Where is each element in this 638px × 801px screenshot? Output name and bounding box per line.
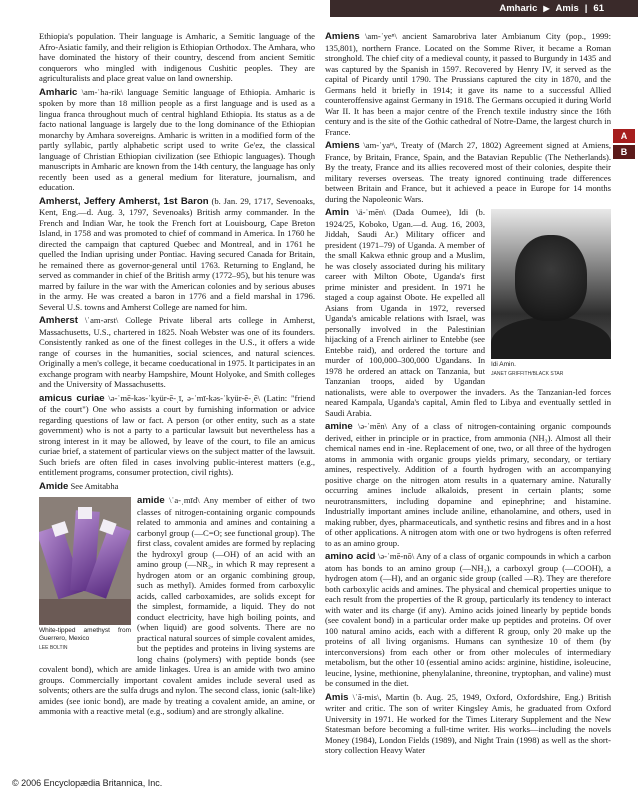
entry-text: \am-ˈha-rik\ language Semitic language of Ethiopia. Amharic is spoken by more than 18 million people as a first language and is used as a lingua franca throughout much of central highland Ethiopia. Its status as a de facto national language is largely due to the long dominance of the Ethiopian monarchy by Amhara sovereigns. Amharic is written in a modified form of the partly syllabic, partly alphabetic script used to write Ge'ez, the classical language of Christian Ethiopian civilization (see Ethiopic languages). Though manuscripts in Amharic are known from the 14th century, the language has only recently been used as a general medium for literature, journalism, and education.: [39, 86, 315, 192]
amethyst-caption: White-tipped amethyst from Guerrero, Mexico: [39, 627, 131, 642]
left-column: [39, 31, 315, 717]
amethyst-credit: LEE BOLTIN: [39, 645, 68, 651]
alphabet-tabs: [613, 129, 635, 161]
headword: Amide: [39, 480, 69, 492]
tab-a[interactable]: A: [613, 129, 635, 143]
amin-caption: Idi Amin.: [491, 361, 516, 368]
header-section: Amis: [555, 3, 579, 14]
amin-portrait: [491, 209, 611, 359]
entry-amino-acid: [325, 551, 611, 689]
amethyst-figure: [39, 497, 131, 654]
headword: Amis: [325, 691, 349, 703]
entry-text: (b. Jan. 29, 1717, Sevenoaks, Kent, Eng.—d. Aug. 3, 1797, Sevenoaks) British army commander. In the French and Indian War, he took the French fort at Louisbourg, Cape Breton Island, in 1758 and was promoted to chief of command in America. In 1760 he directed the campaign that captured Quebec and Montreal, and in 1761 he quelled the Indian uprising under Pontiac. Having secured Canada for Britain, he remained there as governor-general until 1763. Returning to England, he served as commander in chief of the British army (1772–95), but his tenure was marred by failure in the war with the American colonies and by serious abuses in the army. He was created a baron in 1776 and a field marshal in 1796. Several U.S. towns and Amherst College are named for him.: [39, 195, 315, 312]
headword: Amherst, Jeffery Amherst, 1st Baron: [39, 195, 209, 207]
headword: amine: [325, 421, 353, 432]
running-header: [330, 0, 638, 17]
entry-amharic: [39, 87, 315, 193]
entry-amherst-baron: [39, 196, 315, 313]
headword: Amharic: [39, 86, 78, 98]
headword: Amin: [325, 207, 349, 218]
headword: Amherst: [39, 315, 78, 326]
headword: amino acid: [325, 551, 376, 562]
entry-text: See Amitabha: [68, 480, 119, 491]
amin-credit: JANET GRIFFITH/BLACK STAR: [491, 371, 564, 377]
entry-text: \ə-ˈmē-kəs-ˈkyür-ē-ˌī, ə-ˈmī-kəs-ˈkyür-ē-ˌē\ (Latin: "friend of the court") One who assists a court by furnishing information or advice regarding questions of law or fact. A person (or other entity, such as a state government) who is not a party to a particular lawsuit but nevertheless has a strong interest in it may be allowed, by leave of the court, to file an amicus curiae brief, a statement of particular views on the subject matter of the lawsuit. Such briefs are often filed in cases involving public-interest matters (e.g., entitlement programs, consumer protection, civil rights).: [39, 392, 315, 477]
tab-b[interactable]: B: [613, 145, 635, 159]
page-number: 61: [593, 3, 604, 14]
header-divider: |: [584, 3, 588, 14]
entry-amiens-treaty: [325, 140, 611, 204]
entry-amide-see: [39, 481, 315, 493]
entry-amhara-continued: Ethiopia's population. Their language is Amharic, a Semitic language of the Afro-Asiatic family, and their religion is Ethiopian Orthodox. The Amhara, who have dominated the history of their country, descend from ancient Semitic conquerors who mingled with indigenous Cushitic peoples. They are agriculturalists and place great value on land ownership.: [39, 31, 315, 83]
copyright-footer: © 2006 Encyclopædia Britannica, Inc.: [12, 778, 163, 788]
entry-text: \ä-ˈmēn\ (Dada Oumee), Idi (b. 1924/25, Koboko, Ugan.—d. Aug. 16, 2003, Jiddah, Saudi Ar.) Military officer and president (1971–79) of Uganda. A member of the small Kakwa ethnic group and a Muslim, he was closely associated during his military career with Milton Obote, Uganda's first prime minister and president. In 1971 he staged a coup against Obote. He expelled all Asians from Uganda in 1972, reversed Uganda's amicable relations with Israel, was personally involved in the Palestinian hijacking of a French airliner to Entebbe (see Entebbe raid), and ordered the torture and murder of 100,000–300,000 Ugandans. In 1978 he ordered an attack on Tanzania, but Tanzanian troops, aided by Ugandan nationalists, were able to overpower the invaders. As the Tanzanian-led forces neared Kampala, Uganda's capital, Amin fled to Libya and eventually settled in Saudi Arabia.: [325, 207, 611, 418]
right-column: [325, 31, 611, 759]
entry-amin: [325, 207, 611, 418]
amin-figure: [491, 209, 611, 380]
entry-amiens-city: [325, 31, 611, 137]
entry-text: \ə-ˈmē-nō\ Any of a class of organic compounds in which a carbon atom has bonds to an amino group (—NH₂), a carboxyl group (—COOH), a hydrogen atom (—H), and an organic side group (called —R). They are therefore both carboxylic acids and amines. The physical and chemical properties unique to each result from the properties of the R group, particularly its tendency to interact with water and its charge (if any). Amino acids joined linearly by peptide bonds (see covalent bond) in a particular order make up peptides and proteins. Of over 100 natural amino acids, each with a different R group, only 20 make up the proteins of all living organisms. Humans can synthesize 10 of them (by interconversions) from each other or from other molecules of intermediary metabolism, but the other 10 (essential amino acids: arginine, histidine, isoleucine, leucine, lysine, methionine, phenylalanine, threonine, tryptophan, and valine) must be consumed in the diet.: [325, 551, 611, 688]
entry-text: \ˈam-ərst\ College Private liberal arts college in Amherst, Massachusetts, U.S., chartered in 1825. Noah Webster was one of its founders. Consistently ranked as one of the finest colleges in the U.S., it offers a wide range of courses in the humanities, social sciences, and natural sciences. Originally a men's college, it became coeducational in 1975. It participates in an exchange program with nearby Hampshire, Mount Holyoke, and Smith colleges and the University of Massachusetts.: [39, 315, 315, 389]
entry-amine: [325, 421, 611, 548]
headword: amide: [137, 495, 165, 506]
entry-amicus-curiae: [39, 393, 315, 478]
entry-text: \am-ˈyaⁿ\, Treaty of (March 27, 1802) Agreement signed at Amiens, France, by Britain, France, Spain, and the Batavian Republic (The Netherlands). By the treaty, France and its allies recovered most of their colonies, despite their military reverses overseas. The treaty ignored continuing trade differences between Britain and France, but it achieved a peace in Europe for 14 months during the Napoleonic Wars.: [325, 140, 611, 204]
header-arrow-icon: ▶: [543, 4, 550, 13]
entry-amide: [39, 495, 315, 717]
amethyst-photo: [39, 497, 131, 625]
entry-text: \am-ˈyeⁿ\ ancient Samarobriva later Ambianum City (pop., 1999: 135,801), northern France. Located on the Somme River, it became a Roman stronghold. The chief city of a medieval county, it passed to Burgundy in 1435 and was captured by the Spanish in 1597. Recovered by Henry IV, it served as the capital of Picardy until 1790. The Prussians captured the city in 1870, and the Germans held it briefly in 1914; it gave its name to a successful Allied counteroffensive against Germany in 1918. The Germans occupied it during World War II. It has been a major centre of the French textile industry since the 16th century and is the site of the Gothic cathedral of Notre-Dame, the largest church in France.: [325, 31, 611, 137]
headword: Amiens: [325, 31, 360, 42]
header-title: Amharic: [499, 3, 538, 14]
entry-amis: [325, 692, 611, 756]
entry-text: \ˈā-mis\, Martin (b. Aug. 25, 1949, Oxford, Oxfordshire, Eng.) British writer and critic. The son of writer Kingsley Amis, he graduated from Oxford University in 1971. He worked for the Times Literary Supplement and the New Statesman before becoming a full-time writer. His works—including the novels Money (1984), London Fields (1989), and Night Train (1998) as well as the short-story collection Heavy Water: [325, 691, 611, 755]
entry-text: \ə-ˈmēn\ Any of a class of nitrogen-containing organic compounds derived, either in principle or in practice, from ammonia (NH₃). Almost all their chemical names end in -ine. Replacement of one, two, or all three of the hydrogen atoms in ammonia with organic groups yields primary, secondary, or tertiary amines, respectively. Addition of a fourth hydrogen with an accompanying positive charge on the nitrogen atom results in a quaternary amine. Naturally occurring amines include alkaloids, present in certain plants; some neurotransmitters, including dopamine and epinephrine; and histamine. Industrially important amines include aniline, ethanolamine, and others, used in making rubber, dyes, pharmaceuticals, and synthetic resins and fibres and in a host of other applications. A nitrogen atom with one or two hydrogens is often referred to as an amino group.: [325, 421, 611, 548]
entry-amherst-college: [39, 315, 315, 390]
headword: Amiens: [325, 140, 360, 151]
headword: amicus curiae: [39, 392, 105, 404]
entry-text: \ˈa-ˌmīd\ Any member of either of two classes of nitrogen-containing organic compounds related to ammonia and amines and containing a carbonyl group (—C=O; see functional group). The first class, covalent amides are formed by replacing the hydroxyl group (—OH) of an acid with an amino group (—NR₂, in which R may represent a hydrogen atom or an organic combining group, such as methyl). Amides formed from carboxylic acids, called carboxamides, are solids except for the simplest, formamide, a liquid. They do not conduct electricity, have high boiling points, and (when liquid) are good solvents. There are no practical natural sources of simple covalent amides, but the peptides and proteins in living systems are long chains (polymers) with peptide bonds (see covalent bond), which are amide linkages. Urea is an amide with two amino groups. Commercially important covalent amides include several used as solvents; others are the sulfa drugs and nylon. The second class, ionic (salt-like) amides (see ionic bond), are made by treating a covalent amide, an amine, or ammonia with a reactive metal (e.g., sodium) and are strongly alkaline.: [39, 495, 315, 716]
